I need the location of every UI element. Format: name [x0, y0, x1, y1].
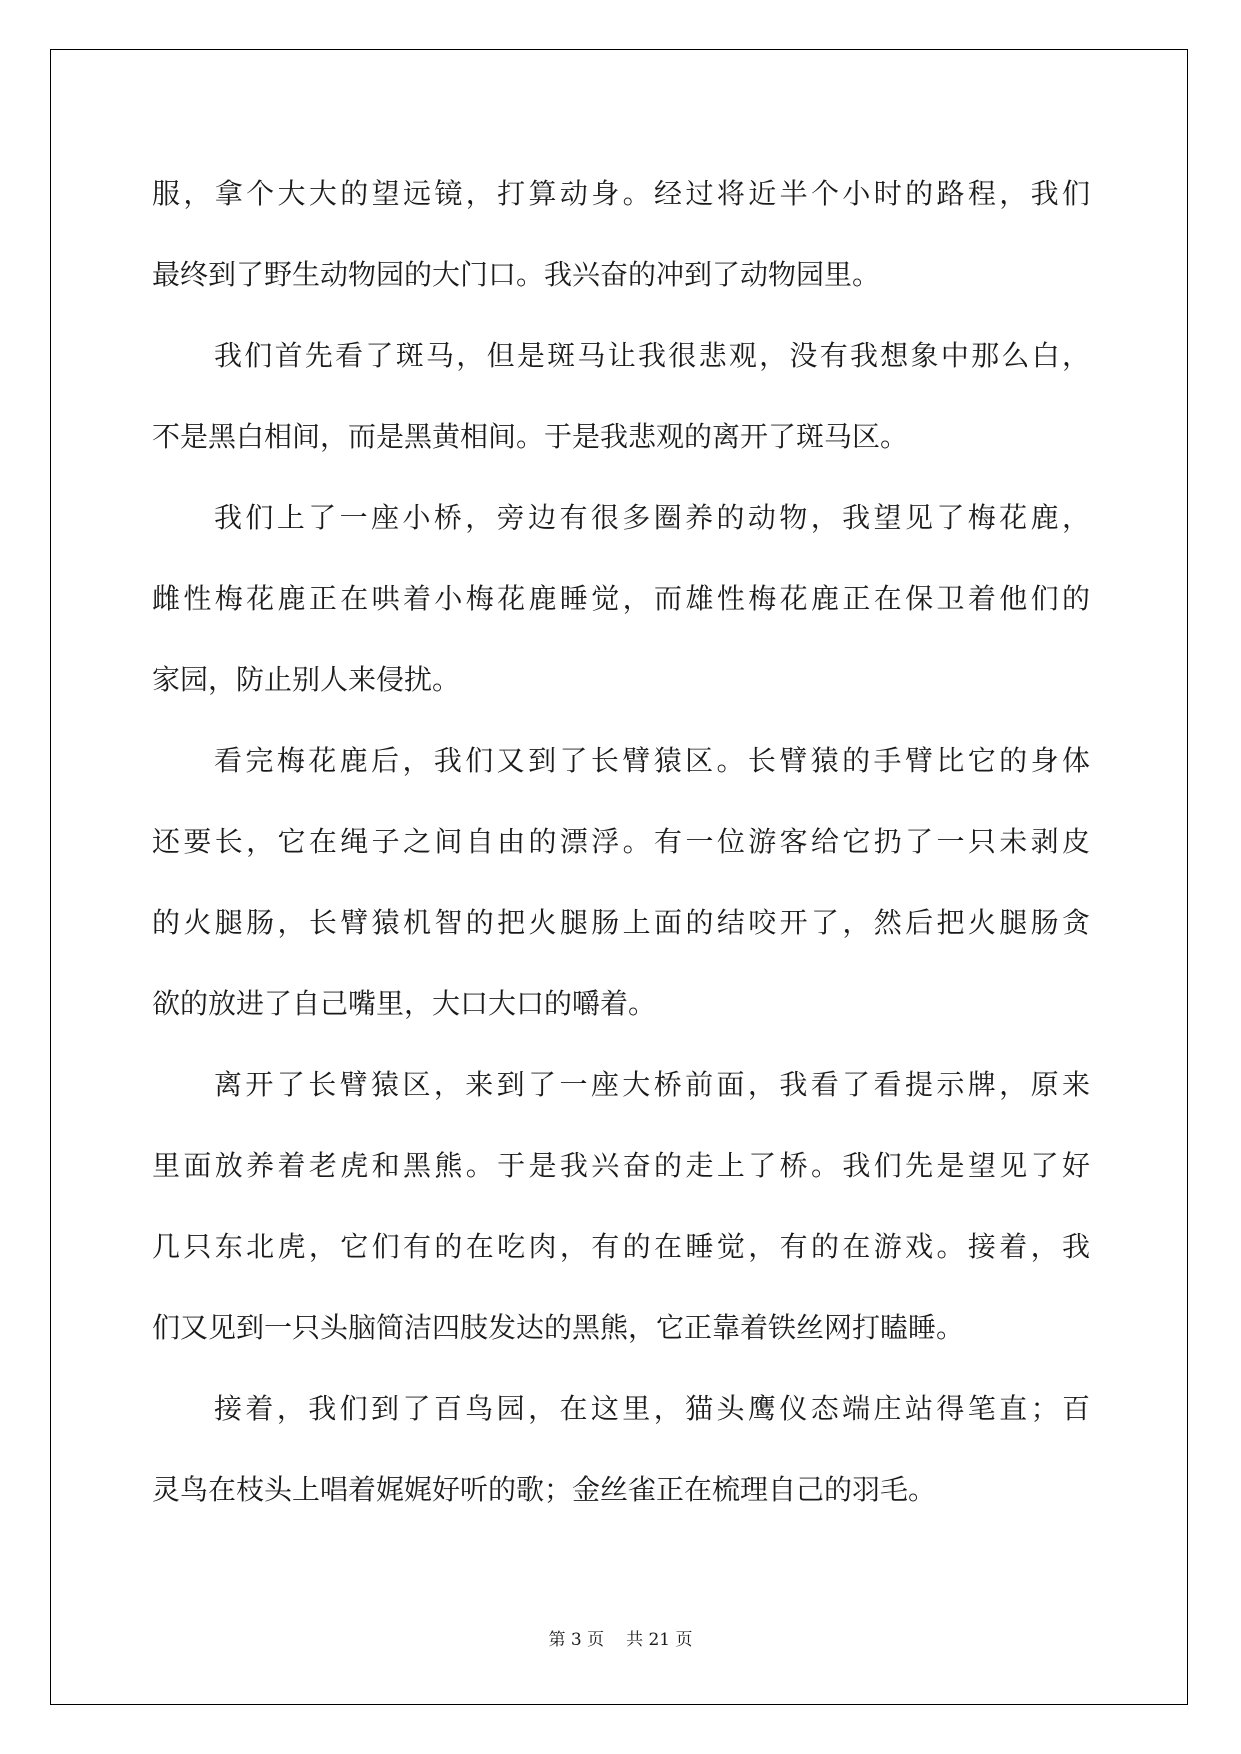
text-line: 里面放养着老虎和黑熊。于是我兴奋的走上了桥。我们先是望见了好: [152, 1149, 1090, 1182]
text-line: 的火腿肠，长臂猿机智的把火腿肠上面的结咬开了，然后把火腿肠贪: [152, 906, 1090, 939]
page-number: 第 3 页: [548, 1630, 605, 1650]
text-line: 不是黑白相间，而是黑黄相间。于是我悲观的离开了斑马区。: [152, 420, 909, 453]
text-line: 几只东北虎，它们有的在吃肉，有的在睡觉，有的在游戏。接着，我: [152, 1230, 1090, 1263]
paragraph-first-line: 接着，我们到了百鸟园，在这里，猫头鹰仪态端庄站得笔直；百: [214, 1392, 1090, 1425]
document-body: [152, 153, 1090, 1530]
paragraph-first-line: 看完梅花鹿后，我们又到了长臂猿区。长臂猿的手臂比它的身体: [214, 744, 1090, 777]
text-line: 家园，防止别人来侵扰。: [152, 663, 461, 696]
text-line: 最终到了野生动物园的大门口。我兴奋的冲到了动物园里。: [152, 258, 881, 291]
text-line: 雌性梅花鹿正在哄着小梅花鹿睡觉，而雄性梅花鹿正在保卫着他们的: [152, 582, 1090, 615]
text-line: 灵鸟在枝头上唱着娓娓好听的歌；金丝雀正在梳理自己的羽毛。: [152, 1473, 937, 1506]
paragraph-first-line: 我们上了一座小桥，旁边有很多圈养的动物，我望见了梅花鹿，: [214, 501, 1090, 534]
text-line: 还要长，它在绳子之间自由的漂浮。有一位游客给它扔了一只未剥皮: [152, 825, 1090, 858]
text-line: 欲的放进了自己嘴里，大口大口的嚼着。: [152, 987, 657, 1020]
page-footer: [0, 1625, 1241, 1650]
page-total: 共 21 页: [626, 1630, 693, 1650]
text-line: 们又见到一只头脑简洁四肢发达的黑熊，它正靠着铁丝网打瞌睡。: [152, 1311, 965, 1344]
paragraph-first-line: 离开了长臂猿区，来到了一座大桥前面，我看了看提示牌，原来: [214, 1068, 1090, 1101]
paragraph-first-line: 我们首先看了斑马，但是斑马让我很悲观，没有我想象中那么白，: [214, 339, 1090, 372]
text-line: 服，拿个大大的望远镜，打算动身。经过将近半个小时的路程，我们: [152, 177, 1090, 210]
